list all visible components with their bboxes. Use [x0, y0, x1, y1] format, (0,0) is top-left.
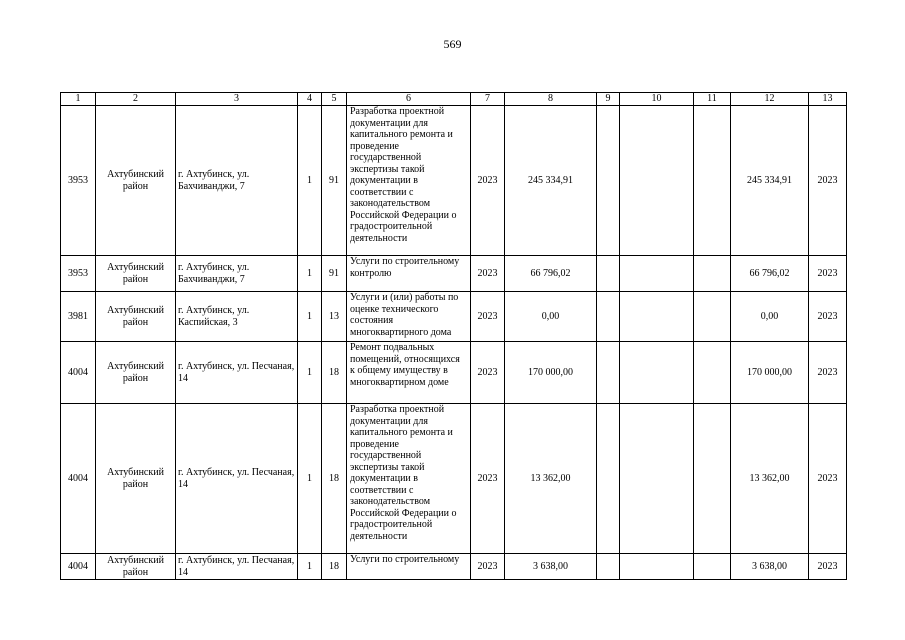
cell-amount: 245 334,91	[505, 106, 597, 256]
table-row	[61, 106, 847, 256]
cell-address: г. Ахтубинск, ул. Песчаная, 14	[176, 342, 298, 404]
cell-col9	[597, 554, 620, 580]
cell-year-end: 2023	[809, 106, 847, 256]
cell-id: 3953	[61, 256, 96, 292]
cell-year: 2023	[471, 292, 505, 342]
cell-work-type: Услуги по строительному контролю	[347, 256, 471, 292]
table-row	[61, 256, 847, 292]
cell-col5: 18	[322, 404, 347, 554]
header-cell: 10	[620, 93, 694, 106]
cell-address: г. Ахтубинск, ул. Песчаная, 14	[176, 404, 298, 554]
cell-work-type: Ремонт подвальных помещений, относящихся к общему имуществу в многоквартирном доме	[347, 342, 471, 404]
cell-district: Ахтубинский район	[96, 342, 176, 404]
cell-col11	[694, 342, 731, 404]
header-cell: 4	[298, 93, 322, 106]
page-number: 569	[443, 37, 462, 51]
cell-col11	[694, 554, 731, 580]
cell-col9	[597, 256, 620, 292]
cell-col5: 18	[322, 342, 347, 404]
header-cell: 8	[505, 93, 597, 106]
cell-address: г. Ахтубинск, ул. Бахчиванджи, 7	[176, 106, 298, 256]
cell-col5: 91	[322, 106, 347, 256]
cell-col10	[620, 256, 694, 292]
header-cell: 7	[471, 93, 505, 106]
cell-year: 2023	[471, 256, 505, 292]
cell-year: 2023	[471, 106, 505, 256]
cell-total: 3 638,00	[731, 554, 809, 580]
cell-col4: 1	[298, 256, 322, 292]
header-cell: 6	[347, 93, 471, 106]
cell-col9	[597, 292, 620, 342]
cell-amount: 0,00	[505, 292, 597, 342]
cell-year-end: 2023	[809, 292, 847, 342]
cell-id: 4004	[61, 404, 96, 554]
cell-year: 2023	[471, 342, 505, 404]
cell-address: г. Ахтубинск, ул. Бахчиванджи, 7	[176, 256, 298, 292]
cell-col9	[597, 404, 620, 554]
cell-col5: 13	[322, 292, 347, 342]
cell-address: г. Ахтубинск, ул. Каспийская, 3	[176, 292, 298, 342]
cell-col10	[620, 106, 694, 256]
cell-work-type: Услуги и (или) работы по оценке технического состояния многоквартирного дома	[347, 292, 471, 342]
cell-col10	[620, 404, 694, 554]
cell-col4: 1	[298, 292, 322, 342]
cell-district: Ахтубинский район	[96, 554, 176, 580]
cell-col9	[597, 342, 620, 404]
cell-district: Ахтубинский район	[96, 292, 176, 342]
header-cell: 1	[61, 93, 96, 106]
header-cell: 5	[322, 93, 347, 106]
cell-col5: 91	[322, 256, 347, 292]
header-cell: 3	[176, 93, 298, 106]
cell-id: 3981	[61, 292, 96, 342]
cell-total: 0,00	[731, 292, 809, 342]
cell-col11	[694, 256, 731, 292]
cell-col9	[597, 106, 620, 256]
cell-col11	[694, 106, 731, 256]
cell-id: 4004	[61, 342, 96, 404]
cell-work-type: Разработка проектной документации для капитального ремонта и проведение государственной экспертизы такой документации в соответствии с законодательством Российской Федерации о градостроительной деятельности	[347, 404, 471, 554]
header-cell: 2	[96, 93, 176, 106]
cell-year-end: 2023	[809, 256, 847, 292]
cell-year: 2023	[471, 404, 505, 554]
cell-year-end: 2023	[809, 554, 847, 580]
cell-total: 170 000,00	[731, 342, 809, 404]
cell-col4: 1	[298, 342, 322, 404]
cell-col4: 1	[298, 106, 322, 256]
cell-id: 4004	[61, 554, 96, 580]
table-row	[61, 554, 847, 580]
cell-col4: 1	[298, 404, 322, 554]
cell-amount: 3 638,00	[505, 554, 597, 580]
cell-work-type: Разработка проектной документации для капитального ремонта и проведение государственной экспертизы такой документации в соответствии с законодательством Российской Федерации о градостроительной деятельности	[347, 106, 471, 256]
table-row	[61, 292, 847, 342]
cell-col5: 18	[322, 554, 347, 580]
cell-district: Ахтубинский район	[96, 404, 176, 554]
header-row	[61, 93, 847, 106]
cell-work-type: Услуги по строительному	[347, 554, 471, 580]
cell-amount: 66 796,02	[505, 256, 597, 292]
cell-total: 66 796,02	[731, 256, 809, 292]
cell-address: г. Ахтубинск, ул. Песчаная, 14	[176, 554, 298, 580]
cell-amount: 13 362,00	[505, 404, 597, 554]
cell-total: 13 362,00	[731, 404, 809, 554]
header-cell: 9	[597, 93, 620, 106]
table-row	[61, 404, 847, 554]
cell-col11	[694, 292, 731, 342]
data-table	[60, 92, 847, 580]
cell-district: Ахтубинский район	[96, 106, 176, 256]
cell-year-end: 2023	[809, 404, 847, 554]
header-cell: 13	[809, 93, 847, 106]
cell-col10	[620, 292, 694, 342]
cell-col10	[620, 554, 694, 580]
cell-col4: 1	[298, 554, 322, 580]
cell-id: 3953	[61, 106, 96, 256]
cell-year-end: 2023	[809, 342, 847, 404]
cell-district: Ахтубинский район	[96, 256, 176, 292]
table-row	[61, 342, 847, 404]
header-cell: 12	[731, 93, 809, 106]
header-cell: 11	[694, 93, 731, 106]
cell-col11	[694, 404, 731, 554]
cell-col10	[620, 342, 694, 404]
cell-total: 245 334,91	[731, 106, 809, 256]
cell-year: 2023	[471, 554, 505, 580]
cell-amount: 170 000,00	[505, 342, 597, 404]
